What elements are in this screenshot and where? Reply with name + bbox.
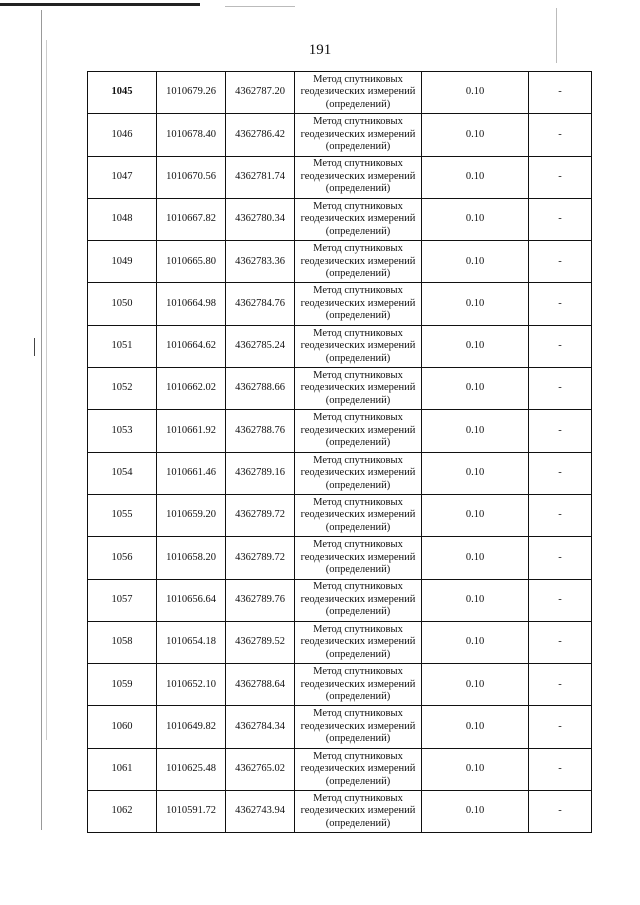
x-coordinate-cell: 1010678.40 — [157, 114, 226, 156]
x-coordinate-cell: 1010656.64 — [157, 579, 226, 621]
note-cell: - — [529, 325, 592, 367]
note-cell: - — [529, 537, 592, 579]
method-cell: Метод спутниковых геодезических измерений (определений) — [295, 706, 422, 748]
point-number-cell: 1061 — [88, 748, 157, 790]
y-coordinate-cell: 4362765.02 — [226, 748, 295, 790]
point-number-cell: 1045 — [88, 72, 157, 114]
x-coordinate-cell: 1010664.62 — [157, 325, 226, 367]
x-coordinate-cell: 1010652.10 — [157, 664, 226, 706]
x-coordinate-cell: 1010664.98 — [157, 283, 226, 325]
x-coordinate-cell: 1010670.56 — [157, 156, 226, 198]
point-number-cell: 1060 — [88, 706, 157, 748]
note-cell: - — [529, 664, 592, 706]
accuracy-cell: 0.10 — [422, 621, 529, 663]
accuracy-cell: 0.10 — [422, 791, 529, 833]
scan-artifact-left-margin-line — [41, 10, 42, 830]
y-coordinate-cell: 4362789.76 — [226, 579, 295, 621]
point-number-cell: 1051 — [88, 325, 157, 367]
accuracy-cell: 0.10 — [422, 748, 529, 790]
table-row — [88, 241, 592, 283]
method-cell: Метод спутниковых геодезических измерений (определений) — [295, 621, 422, 663]
table-row — [88, 791, 592, 833]
table-row — [88, 452, 592, 494]
method-cell: Метод спутниковых геодезических измерений (определений) — [295, 494, 422, 536]
note-cell: - — [529, 241, 592, 283]
x-coordinate-cell: 1010625.48 — [157, 748, 226, 790]
accuracy-cell: 0.10 — [422, 368, 529, 410]
y-coordinate-cell: 4362784.34 — [226, 706, 295, 748]
note-cell: - — [529, 791, 592, 833]
accuracy-cell: 0.10 — [422, 72, 529, 114]
x-coordinate-cell: 1010662.02 — [157, 368, 226, 410]
point-number-cell: 1046 — [88, 114, 157, 156]
note-cell: - — [529, 706, 592, 748]
table-row — [88, 156, 592, 198]
scan-artifact-top-speck — [225, 6, 295, 7]
method-cell: Метод спутниковых геодезических измерений (определений) — [295, 748, 422, 790]
note-cell: - — [529, 368, 592, 410]
accuracy-cell: 0.10 — [422, 537, 529, 579]
table-row — [88, 325, 592, 367]
point-number-cell: 1057 — [88, 579, 157, 621]
point-number-cell: 1052 — [88, 368, 157, 410]
note-cell: - — [529, 72, 592, 114]
point-number-cell: 1056 — [88, 537, 157, 579]
point-number-cell: 1048 — [88, 198, 157, 240]
point-number-cell: 1049 — [88, 241, 157, 283]
coordinates-table-body — [88, 72, 592, 833]
x-coordinate-cell: 1010649.82 — [157, 706, 226, 748]
accuracy-cell: 0.10 — [422, 494, 529, 536]
y-coordinate-cell: 4362789.72 — [226, 537, 295, 579]
y-coordinate-cell: 4362787.20 — [226, 72, 295, 114]
y-coordinate-cell: 4362780.34 — [226, 198, 295, 240]
method-cell: Метод спутниковых геодезических измерений (определений) — [295, 368, 422, 410]
accuracy-cell: 0.10 — [422, 325, 529, 367]
accuracy-cell: 0.10 — [422, 156, 529, 198]
coordinates-table — [87, 71, 592, 833]
x-coordinate-cell: 1010667.82 — [157, 198, 226, 240]
scan-artifact-left-margin-line-2 — [46, 40, 47, 740]
scan-artifact-left-mark — [34, 338, 49, 356]
method-cell: Метод спутниковых геодезических измерений (определений) — [295, 325, 422, 367]
table-row — [88, 283, 592, 325]
note-cell: - — [529, 621, 592, 663]
method-cell: Метод спутниковых геодезических измерений (определений) — [295, 452, 422, 494]
point-number-cell: 1062 — [88, 791, 157, 833]
table-row — [88, 494, 592, 536]
accuracy-cell: 0.10 — [422, 114, 529, 156]
x-coordinate-cell: 1010679.26 — [157, 72, 226, 114]
table-row — [88, 579, 592, 621]
note-cell: - — [529, 198, 592, 240]
accuracy-cell: 0.10 — [422, 198, 529, 240]
scan-artifact-top-line — [0, 3, 200, 6]
note-cell: - — [529, 748, 592, 790]
point-number-cell: 1050 — [88, 283, 157, 325]
method-cell: Метод спутниковых геодезических измерений (определений) — [295, 283, 422, 325]
note-cell: - — [529, 156, 592, 198]
method-cell: Метод спутниковых геодезических измерений (определений) — [295, 114, 422, 156]
accuracy-cell: 0.10 — [422, 283, 529, 325]
method-cell: Метод спутниковых геодезических измерений (определений) — [295, 537, 422, 579]
point-number-cell: 1047 — [88, 156, 157, 198]
method-cell: Метод спутниковых геодезических измерений (определений) — [295, 72, 422, 114]
note-cell: - — [529, 410, 592, 452]
y-coordinate-cell: 4362789.52 — [226, 621, 295, 663]
y-coordinate-cell: 4362788.76 — [226, 410, 295, 452]
table-row — [88, 748, 592, 790]
point-number-cell: 1055 — [88, 494, 157, 536]
point-number-cell: 1059 — [88, 664, 157, 706]
accuracy-cell: 0.10 — [422, 579, 529, 621]
y-coordinate-cell: 4362788.66 — [226, 368, 295, 410]
method-cell: Метод спутниковых геодезических измерений (определений) — [295, 198, 422, 240]
accuracy-cell: 0.10 — [422, 452, 529, 494]
accuracy-cell: 0.10 — [422, 410, 529, 452]
y-coordinate-cell: 4362784.76 — [226, 283, 295, 325]
table-row — [88, 410, 592, 452]
x-coordinate-cell: 1010661.46 — [157, 452, 226, 494]
x-coordinate-cell: 1010659.20 — [157, 494, 226, 536]
point-number-cell: 1053 — [88, 410, 157, 452]
note-cell: - — [529, 452, 592, 494]
x-coordinate-cell: 1010661.92 — [157, 410, 226, 452]
table-row — [88, 537, 592, 579]
accuracy-cell: 0.10 — [422, 664, 529, 706]
table-row — [88, 72, 592, 114]
x-coordinate-cell: 1010654.18 — [157, 621, 226, 663]
x-coordinate-cell: 1010591.72 — [157, 791, 226, 833]
accuracy-cell: 0.10 — [422, 241, 529, 283]
y-coordinate-cell: 4362781.74 — [226, 156, 295, 198]
note-cell: - — [529, 283, 592, 325]
method-cell: Метод спутниковых геодезических измерений (определений) — [295, 791, 422, 833]
y-coordinate-cell: 4362788.64 — [226, 664, 295, 706]
table-row — [88, 706, 592, 748]
table-row — [88, 114, 592, 156]
table-row — [88, 621, 592, 663]
table-row — [88, 368, 592, 410]
point-number-cell: 1058 — [88, 621, 157, 663]
x-coordinate-cell: 1010658.20 — [157, 537, 226, 579]
page-number: 191 — [308, 42, 332, 58]
point-number-cell: 1054 — [88, 452, 157, 494]
method-cell: Метод спутниковых геодезических измерений (определений) — [295, 241, 422, 283]
note-cell: - — [529, 494, 592, 536]
method-cell: Метод спутниковых геодезических измерений (определений) — [295, 579, 422, 621]
y-coordinate-cell: 4362785.24 — [226, 325, 295, 367]
y-coordinate-cell: 4362786.42 — [226, 114, 295, 156]
method-cell: Метод спутниковых геодезических измерений (определений) — [295, 156, 422, 198]
y-coordinate-cell: 4362743.94 — [226, 791, 295, 833]
y-coordinate-cell: 4362789.72 — [226, 494, 295, 536]
table-row — [88, 198, 592, 240]
x-coordinate-cell: 1010665.80 — [157, 241, 226, 283]
y-coordinate-cell: 4362783.36 — [226, 241, 295, 283]
method-cell: Метод спутниковых геодезических измерений (определений) — [295, 410, 422, 452]
note-cell: - — [529, 114, 592, 156]
accuracy-cell: 0.10 — [422, 706, 529, 748]
method-cell: Метод спутниковых геодезических измерений (определений) — [295, 664, 422, 706]
note-cell: - — [529, 579, 592, 621]
table-row — [88, 664, 592, 706]
y-coordinate-cell: 4362789.16 — [226, 452, 295, 494]
